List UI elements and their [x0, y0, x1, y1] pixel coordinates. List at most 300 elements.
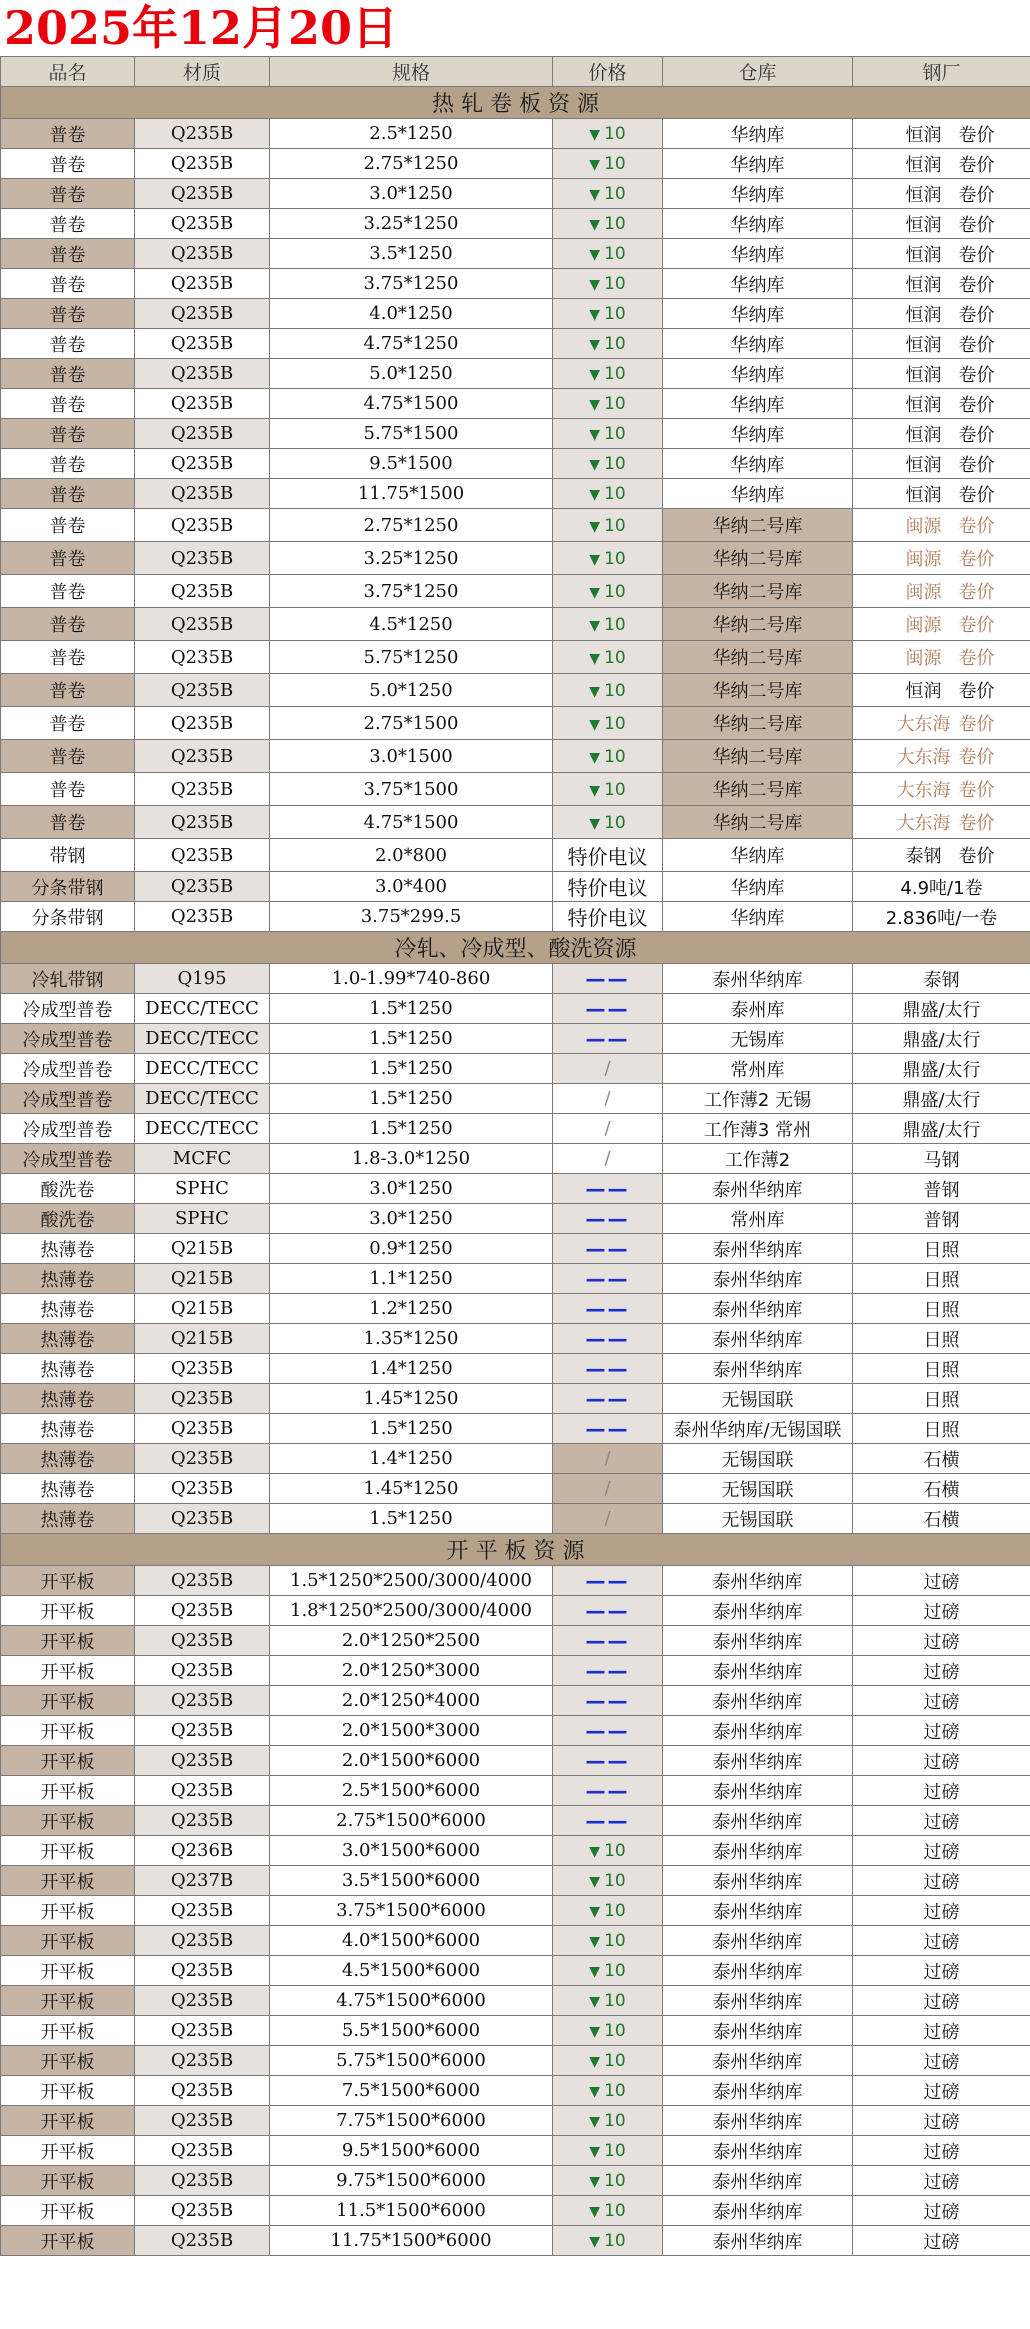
table-row	[1, 509, 1030, 542]
price-dash: ——	[585, 1688, 630, 1713]
mill-price-note: 卷价	[958, 516, 995, 537]
material-cell: Q235B	[135, 1716, 270, 1746]
price-cell	[553, 1324, 663, 1354]
product-name-cell: 开平板	[1, 1656, 135, 1686]
product-name-cell: 开平板	[1, 1836, 135, 1866]
price-down-icon: ▼	[589, 2084, 601, 2100]
warehouse-cell: 泰州华纳库	[663, 2106, 853, 2136]
table-row	[1, 1474, 1030, 1504]
product-name-cell: 普卷	[1, 209, 135, 239]
price-cell	[553, 509, 663, 542]
warehouse-cell: 泰州华纳库	[663, 1626, 853, 1656]
warehouse-cell: 泰州华纳库	[663, 1896, 853, 1926]
mill-cell	[853, 449, 1030, 479]
price-change-value: 10	[604, 2171, 626, 2191]
material-cell: Q237B	[135, 1866, 270, 1896]
product-name-cell: 酸洗卷	[1, 1204, 135, 1234]
mill-name: 过磅	[923, 1901, 960, 1923]
table-row	[1, 449, 1030, 479]
price-cell	[553, 839, 663, 872]
mill-cell	[853, 1896, 1030, 1926]
table-row	[1, 1204, 1030, 1234]
spec-cell: 1.8-3.0*1250	[270, 1144, 553, 1174]
table-row	[1, 839, 1030, 872]
price-dash: ——	[585, 1386, 630, 1411]
table-row	[1, 179, 1030, 209]
product-name-cell: 分条带钢	[1, 902, 135, 932]
price-cell	[553, 479, 663, 509]
price-change-value: 10	[604, 2081, 626, 2101]
spec-cell: 4.5*1500*6000	[270, 1956, 553, 1986]
warehouse-cell: 工作薄2	[663, 1144, 853, 1174]
price-special-text: 特价电议	[567, 906, 648, 930]
product-name-cell: 冷成型普卷	[1, 994, 135, 1024]
price-change-value: 10	[604, 581, 626, 602]
product-name-cell: 开平板	[1, 2136, 135, 2166]
spec-cell: 9.5*1500*6000	[270, 2136, 553, 2166]
mill-price-note: 卷价	[958, 615, 995, 636]
price-cell	[553, 674, 663, 707]
price-down-icon: ▼	[589, 277, 601, 293]
price-cell	[553, 1596, 663, 1626]
mill-cell	[853, 419, 1030, 449]
mill-price-note: 卷价	[958, 304, 995, 326]
price-cell	[553, 542, 663, 575]
material-cell: Q235B	[135, 149, 270, 179]
price-down-icon: ▼	[589, 2054, 601, 2070]
price-change-value: 10	[604, 394, 626, 414]
product-name-cell: 普卷	[1, 239, 135, 269]
product-name-cell: 热薄卷	[1, 1474, 135, 1504]
mill-name: 日照	[923, 1299, 960, 1321]
table-row	[1, 2166, 1030, 2196]
price-slash: /	[604, 1058, 611, 1079]
warehouse-cell: 泰州华纳库	[663, 1656, 853, 1686]
price-special-text: 特价电议	[567, 844, 648, 869]
price-cell	[553, 119, 663, 149]
material-cell: Q235B	[135, 1956, 270, 1986]
price-cell	[553, 641, 663, 674]
price-cell	[553, 1444, 663, 1474]
table-row	[1, 2016, 1030, 2046]
price-down-icon: ▼	[589, 749, 601, 766]
material-cell: Q235B	[135, 389, 270, 419]
mill-name: 日照	[923, 1359, 960, 1381]
price-down-icon: ▼	[589, 2144, 601, 2160]
price-change-value: 10	[604, 1901, 626, 1921]
price-change-value: 10	[604, 364, 626, 384]
price-change-value: 10	[604, 779, 626, 800]
price-change-value: 10	[604, 1931, 626, 1951]
product-name-cell: 开平板	[1, 1806, 135, 1836]
price-cell	[553, 2016, 663, 2046]
mill-name: 闽源	[905, 582, 942, 603]
spec-cell: 3.0*1250	[270, 1204, 553, 1234]
table-row	[1, 1324, 1030, 1354]
table-row	[1, 872, 1030, 902]
mill-price-note: 卷价	[958, 454, 995, 476]
material-cell: Q235B	[135, 419, 270, 449]
price-down-icon: ▼	[589, 650, 601, 667]
product-name-cell: 普卷	[1, 119, 135, 149]
table-row	[1, 1926, 1030, 1956]
mill-cell	[853, 641, 1030, 674]
warehouse-cell: 华纳二号库	[663, 740, 853, 773]
mill-name: 恒润	[905, 214, 942, 236]
product-name-cell: 开平板	[1, 2106, 135, 2136]
table-row	[1, 359, 1030, 389]
price-slash: /	[604, 1478, 611, 1499]
mill-cell	[853, 608, 1030, 641]
price-cell	[553, 902, 663, 932]
mill-cell	[853, 707, 1030, 740]
material-cell: DECC/TECC	[135, 994, 270, 1024]
mill-name: 过磅	[923, 1751, 960, 1773]
material-cell: SPHC	[135, 1174, 270, 1204]
spec-cell: 9.5*1500	[270, 449, 553, 479]
section-title: 热 轧 卷 板 资 源	[1, 87, 1030, 119]
mill-name: 日照	[923, 1239, 960, 1261]
price-cell	[553, 1234, 663, 1264]
material-cell: Q235B	[135, 740, 270, 773]
spec-cell: 1.1*1250	[270, 1264, 553, 1294]
warehouse-cell: 泰州库	[663, 994, 853, 1024]
price-change-value: 10	[604, 454, 626, 474]
mill-name: 过磅	[923, 1871, 960, 1893]
price-change-value: 10	[604, 2111, 626, 2131]
mill-cell	[853, 902, 1030, 932]
price-slash: /	[604, 1448, 611, 1469]
price-cell	[553, 1354, 663, 1384]
warehouse-cell: 华纳二号库	[663, 674, 853, 707]
table-row	[1, 2076, 1030, 2106]
mill-cell	[853, 674, 1030, 707]
material-cell: Q235B	[135, 1566, 270, 1596]
price-cell	[553, 2226, 663, 2256]
table-row	[1, 1174, 1030, 1204]
mill-price-note: 卷价	[958, 154, 995, 176]
product-name-cell: 冷成型普卷	[1, 1054, 135, 1084]
material-cell: Q235B	[135, 872, 270, 902]
price-cell	[553, 773, 663, 806]
mill-name: 石横	[923, 1509, 960, 1531]
material-cell: Q235B	[135, 2106, 270, 2136]
price-slash: /	[604, 1088, 611, 1109]
material-cell: Q235B	[135, 179, 270, 209]
spec-cell: 1.5*1250	[270, 1054, 553, 1084]
material-cell: Q235B	[135, 209, 270, 239]
warehouse-cell: 华纳库	[663, 149, 853, 179]
product-name-cell: 热薄卷	[1, 1384, 135, 1414]
price-change-value: 10	[604, 244, 626, 264]
mill-name: 恒润	[905, 394, 942, 416]
mill-cell	[853, 1806, 1030, 1836]
product-name-cell: 开平板	[1, 2226, 135, 2256]
material-cell: Q235B	[135, 1474, 270, 1504]
mill-name: 普钢	[923, 1209, 960, 1231]
warehouse-cell: 泰州华纳库	[663, 1324, 853, 1354]
mill-name: 恒润	[905, 244, 942, 266]
material-cell: Q235B	[135, 1354, 270, 1384]
spec-cell: 3.75*1250	[270, 269, 553, 299]
mill-name: 过磅	[923, 2141, 960, 2163]
price-slash: /	[604, 1508, 611, 1529]
mill-name: 过磅	[923, 1631, 960, 1653]
price-dash: ——	[585, 1266, 630, 1291]
product-name-cell: 普卷	[1, 389, 135, 419]
spec-cell: 3.5*1500*6000	[270, 1866, 553, 1896]
price-change-value: 10	[604, 154, 626, 174]
price-cell	[553, 707, 663, 740]
mill-cell	[853, 1264, 1030, 1294]
price-cell	[553, 1174, 663, 1204]
product-name-cell: 热薄卷	[1, 1504, 135, 1534]
table-row	[1, 1986, 1030, 2016]
product-name-cell: 冷成型普卷	[1, 1024, 135, 1054]
product-name-cell: 开平板	[1, 1956, 135, 1986]
spec-cell: 2.0*1250*4000	[270, 1686, 553, 1716]
mill-cell	[853, 1474, 1030, 1504]
price-cell	[553, 1986, 663, 2016]
price-change-value: 10	[604, 680, 626, 701]
mill-cell	[853, 509, 1030, 542]
mill-name: 恒润	[905, 454, 942, 476]
product-name-cell: 酸洗卷	[1, 1174, 135, 1204]
warehouse-cell: 无锡国联	[663, 1444, 853, 1474]
spec-cell: 11.75*1500*6000	[270, 2226, 553, 2256]
price-cell	[553, 1144, 663, 1174]
spec-cell: 5.0*1250	[270, 359, 553, 389]
material-cell: Q235B	[135, 542, 270, 575]
price-dash: ——	[585, 1356, 630, 1381]
table-row	[1, 1686, 1030, 1716]
spec-cell: 5.75*1500*6000	[270, 2046, 553, 2076]
price-down-icon: ▼	[589, 397, 601, 413]
product-name-cell: 开平板	[1, 2196, 135, 2226]
header-warehouse: 仓库	[663, 57, 853, 87]
price-change-value: 10	[604, 2021, 626, 2041]
mill-price-note: 卷价	[958, 274, 995, 296]
product-name-cell: 开平板	[1, 2046, 135, 2076]
product-name-cell: 开平板	[1, 1566, 135, 1596]
price-dash: ——	[585, 1778, 630, 1803]
warehouse-cell: 泰州华纳库/无锡国联	[663, 1414, 853, 1444]
warehouse-cell: 泰州华纳库	[663, 1294, 853, 1324]
product-name-cell: 开平板	[1, 2076, 135, 2106]
mill-cell	[853, 2166, 1030, 2196]
material-cell: Q235B	[135, 2046, 270, 2076]
material-cell: Q235B	[135, 1746, 270, 1776]
material-cell: Q235B	[135, 1986, 270, 2016]
material-cell: Q195	[135, 964, 270, 994]
spec-cell: 7.75*1500*6000	[270, 2106, 553, 2136]
spec-cell: 1.5*1250	[270, 1114, 553, 1144]
material-cell: Q235B	[135, 1926, 270, 1956]
material-cell: Q235B	[135, 773, 270, 806]
price-dash: ——	[585, 1206, 630, 1231]
mill-name: 马钢	[923, 1149, 960, 1171]
price-change-value: 10	[604, 2231, 626, 2251]
warehouse-cell: 泰州华纳库	[663, 2076, 853, 2106]
table-row	[1, 1656, 1030, 1686]
price-cell	[553, 149, 663, 179]
mill-name: 日照	[923, 1329, 960, 1351]
price-dash: ——	[585, 996, 630, 1021]
spec-cell: 1.45*1250	[270, 1474, 553, 1504]
mill-name: 过磅	[923, 2081, 960, 2103]
mill-cell	[853, 269, 1030, 299]
material-cell: Q235B	[135, 1776, 270, 1806]
product-name-cell: 普卷	[1, 299, 135, 329]
product-name-cell: 普卷	[1, 149, 135, 179]
product-name-cell: 热薄卷	[1, 1264, 135, 1294]
price-cell	[553, 1566, 663, 1596]
product-name-cell: 热薄卷	[1, 1234, 135, 1264]
warehouse-cell: 常州库	[663, 1054, 853, 1084]
mill-cell	[853, 994, 1030, 1024]
warehouse-cell: 华纳库	[663, 209, 853, 239]
warehouse-cell: 泰州华纳库	[663, 1776, 853, 1806]
mill-cell	[853, 872, 1030, 902]
product-name-cell: 开平板	[1, 1926, 135, 1956]
mill-price-note: 卷价	[958, 714, 995, 735]
product-name-cell: 开平板	[1, 1896, 135, 1926]
table-row	[1, 964, 1030, 994]
warehouse-cell: 泰州华纳库	[663, 1716, 853, 1746]
table-row	[1, 773, 1030, 806]
spec-cell: 2.0*1500*3000	[270, 1716, 553, 1746]
material-cell: Q235B	[135, 1686, 270, 1716]
mill-name: 大东海	[896, 747, 951, 768]
material-cell: Q235B	[135, 1384, 270, 1414]
mill-cell	[853, 1746, 1030, 1776]
material-cell: Q235B	[135, 269, 270, 299]
spec-cell: 4.75*1250	[270, 329, 553, 359]
product-name-cell: 普卷	[1, 509, 135, 542]
material-cell: Q235B	[135, 707, 270, 740]
warehouse-cell: 华纳库	[663, 269, 853, 299]
warehouse-cell: 工作薄3 常州	[663, 1114, 853, 1144]
mill-cell	[853, 1686, 1030, 1716]
mill-name: 普钢	[923, 1179, 960, 1201]
product-name-cell: 普卷	[1, 674, 135, 707]
mill-cell	[853, 209, 1030, 239]
table-row	[1, 479, 1030, 509]
product-name-cell: 带钢	[1, 839, 135, 872]
price-cell	[553, 1626, 663, 1656]
price-cell	[553, 2106, 663, 2136]
header-material: 材质	[135, 57, 270, 87]
mill-name: 闽源	[905, 516, 942, 537]
mill-cell	[853, 479, 1030, 509]
table-row	[1, 1896, 1030, 1926]
warehouse-cell: 泰州华纳库	[663, 1956, 853, 1986]
warehouse-cell: 华纳二号库	[663, 608, 853, 641]
mill-name: 过磅	[923, 1931, 960, 1953]
mill-price-note: 卷价	[958, 813, 995, 834]
spec-cell: 3.0*1250	[270, 1174, 553, 1204]
mill-cell	[853, 329, 1030, 359]
material-cell: Q235B	[135, 1896, 270, 1926]
material-cell: Q235B	[135, 2196, 270, 2226]
mill-name: 鼎盛/太行	[902, 1119, 981, 1141]
price-down-icon: ▼	[589, 2174, 601, 2190]
material-cell: Q235B	[135, 839, 270, 872]
mill-cell	[853, 2016, 1030, 2046]
spec-cell: 1.35*1250	[270, 1324, 553, 1354]
warehouse-cell: 常州库	[663, 1204, 853, 1234]
table-row	[1, 2106, 1030, 2136]
mill-name: 过磅	[923, 1721, 960, 1743]
price-cell	[553, 359, 663, 389]
mill-name: 石横	[923, 1479, 960, 1501]
price-change-value: 10	[604, 2201, 626, 2221]
table-row	[1, 1596, 1030, 1626]
price-cell	[553, 994, 663, 1024]
material-cell: Q235B	[135, 2076, 270, 2106]
spec-cell: 1.5*1250	[270, 1084, 553, 1114]
warehouse-cell: 泰州华纳库	[663, 1986, 853, 2016]
mill-name: 过磅	[923, 1841, 960, 1863]
product-name-cell: 普卷	[1, 359, 135, 389]
mill-price-note: 卷价	[958, 747, 995, 768]
price-cell	[553, 1474, 663, 1504]
material-cell: Q235B	[135, 608, 270, 641]
mill-name: 日照	[923, 1389, 960, 1411]
price-cell	[553, 1806, 663, 1836]
warehouse-cell: 泰州华纳库	[663, 1926, 853, 1956]
spec-cell: 3.75*1500	[270, 773, 553, 806]
table-row	[1, 1776, 1030, 1806]
mill-name: 过磅	[923, 2201, 960, 2223]
price-down-icon: ▼	[589, 518, 601, 535]
material-cell: Q235B	[135, 239, 270, 269]
spec-cell: 3.0*1500	[270, 740, 553, 773]
mill-cell	[853, 119, 1030, 149]
table-row	[1, 1384, 1030, 1414]
mill-name: 恒润	[905, 124, 942, 146]
spec-cell: 1.5*1250	[270, 1024, 553, 1054]
warehouse-cell: 华纳二号库	[663, 773, 853, 806]
price-down-icon: ▼	[589, 2114, 601, 2130]
warehouse-cell: 华纳库	[663, 479, 853, 509]
product-name-cell: 热薄卷	[1, 1444, 135, 1474]
warehouse-cell: 华纳库	[663, 389, 853, 419]
mill-cell	[853, 964, 1030, 994]
price-change-value: 10	[604, 1961, 626, 1981]
table-row	[1, 1626, 1030, 1656]
table-row	[1, 1144, 1030, 1174]
spec-cell: 3.25*1250	[270, 209, 553, 239]
price-down-icon: ▼	[589, 457, 601, 473]
mill-name: 鼎盛/太行	[902, 1089, 981, 1111]
mill-name: 恒润	[905, 304, 942, 326]
material-cell: Q235B	[135, 2136, 270, 2166]
product-name-cell: 普卷	[1, 641, 135, 674]
mill-cell	[853, 806, 1030, 839]
price-cell	[553, 389, 663, 419]
table-row	[1, 674, 1030, 707]
warehouse-cell: 泰州华纳库	[663, 1596, 853, 1626]
mill-cell	[853, 1596, 1030, 1626]
table-row	[1, 707, 1030, 740]
material-cell: Q235B	[135, 1806, 270, 1836]
price-cell	[553, 1054, 663, 1084]
header-row	[1, 57, 1030, 87]
price-cell	[553, 1204, 663, 1234]
price-dash: ——	[585, 1628, 630, 1653]
mill-cell	[853, 2136, 1030, 2166]
